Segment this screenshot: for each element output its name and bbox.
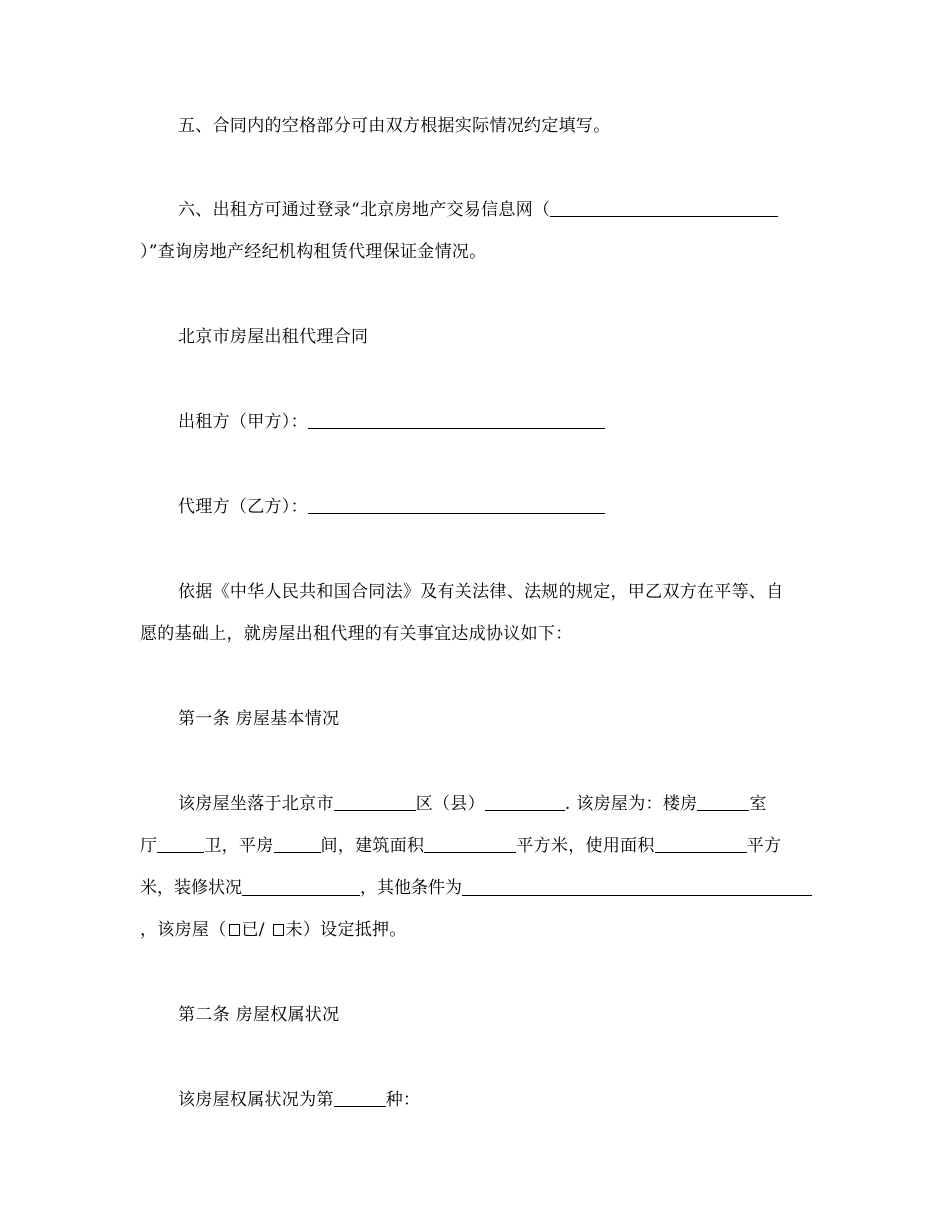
party-a-blank[interactable] (308, 412, 605, 429)
article-2-line-1 (178, 1089, 420, 1111)
article-1-line-3 (140, 877, 812, 899)
decoration-blank[interactable] (242, 879, 360, 896)
usable-area-label: 平方米，使用面积 (516, 836, 655, 856)
address-blank[interactable] (485, 794, 565, 811)
room-unit: 室 (749, 794, 767, 814)
ownership-type-blank[interactable] (334, 1090, 386, 1107)
ownership-label: 该房屋权属状况为第 (178, 1090, 334, 1110)
article-1-heading: 第一条 房屋基本情况 (178, 709, 340, 729)
party-a-label: 出租方（甲方）： (178, 412, 308, 432)
article-1-line-1 (178, 793, 767, 815)
rooms-blank[interactable] (697, 794, 749, 811)
ownership-unit: 种： (385, 1090, 421, 1110)
article-1-line-2 (140, 835, 781, 857)
hall-unit: 厅 (140, 836, 158, 856)
item-6-line-1 (178, 199, 778, 221)
party-b-line (178, 496, 605, 518)
checkbox-mortgaged[interactable] (229, 924, 240, 936)
item-6-text-before: 六、出租方可通过登录“北京房地产交易信息网（ (178, 200, 551, 220)
building-area-label: 间，建筑面积 (320, 836, 425, 856)
party-b-blank[interactable] (308, 497, 605, 514)
item-6-text-after: ）”查询房地产经纪机构租赁代理保证金情况。 (140, 242, 487, 262)
contract-title: 北京市房屋出租代理合同 (178, 327, 369, 347)
usable-area-blank[interactable] (655, 836, 747, 853)
building-area-blank[interactable] (424, 836, 516, 853)
bath-blank[interactable] (157, 836, 204, 853)
other-conditions-label: ，其他条件为 (360, 878, 462, 898)
not-mortgaged-option: 未）设定抵押。 (285, 920, 407, 940)
article-1-line-4 (140, 919, 407, 941)
article-2-heading: 第二条 房屋权属状况 (178, 1005, 340, 1025)
party-a-line (178, 411, 605, 433)
bungalow-label: 卫，平房 (204, 836, 274, 856)
decoration-label: 米，装修状况 (140, 878, 242, 898)
party-b-label: 代理方（乙方）： (178, 497, 308, 517)
area-unit: 平方 (746, 836, 782, 856)
location-label: 该房屋坐落于北京市 (178, 794, 334, 814)
item-5-text: 五、合同内的空格部分可由双方根据实际情况约定填写。 (178, 116, 611, 136)
bungalow-rooms-blank[interactable] (274, 836, 321, 853)
mortgaged-option: 已/ (241, 920, 271, 940)
preamble-line-2: 愿的基础上，就房屋出租代理的有关事宜达成协议如下： (140, 624, 573, 644)
county-label: 区（县） (415, 794, 485, 814)
other-conditions-blank[interactable] (462, 879, 812, 896)
preamble-line-1: 依据《中华人民共和国合同法》及有关法律、法规的规定，甲乙双方在平等、自 (178, 582, 784, 602)
district-blank[interactable] (334, 794, 416, 811)
website-blank[interactable] (550, 200, 778, 217)
mortgage-label: ，该房屋（ (140, 920, 227, 940)
building-type-label: . 该房屋为：楼房 (564, 794, 698, 814)
checkbox-not-mortgaged[interactable] (273, 924, 284, 936)
